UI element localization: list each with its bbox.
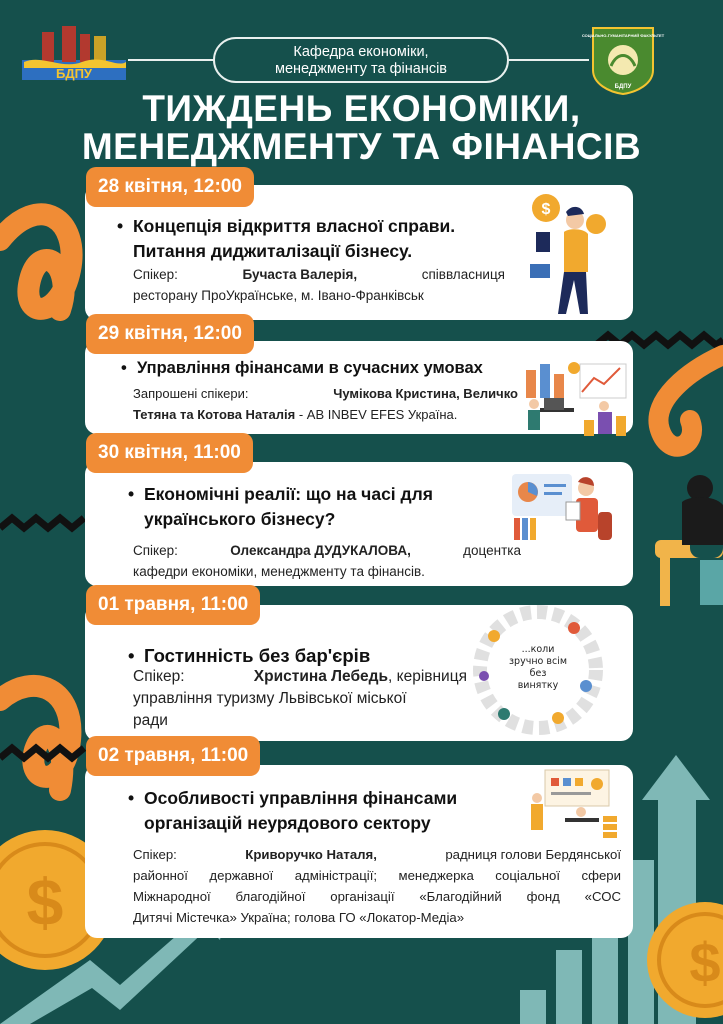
event-speaker-5-line-4: Дитячі Містечка» Україна; голова ГО «Локатор-Медіа» — [133, 910, 465, 925]
speaker-name: Христина Лебедь — [253, 668, 389, 685]
main-title-line-1: ТИЖДЕНЬ ЕКОНОМІКИ, — [142, 88, 581, 129]
speaker-label: Запрошені спікери: — [133, 386, 249, 401]
department-pill — [213, 37, 509, 83]
event-speaker-2 — [133, 383, 518, 425]
svg-text:$: $ — [541, 201, 551, 218]
event-speaker-5 — [133, 844, 621, 928]
businessman-coins-illustration — [528, 190, 618, 318]
event-title-2: • Управління фінансами в сучасних умовах — [137, 356, 537, 381]
event-speaker-1 — [133, 264, 505, 306]
svg-text:$: $ — [689, 931, 721, 994]
event-speaker-5-line-3: Міжнародної благодійної організації «Благодійний фонд «СОС — [133, 889, 621, 904]
event-speaker-4-line-2: управління туризму Львівської міської — [133, 690, 407, 707]
inclusion-circle-illustration — [474, 606, 602, 734]
speaker-name: Криворучко Наталя, — [245, 847, 377, 862]
logo-right-sub: БДПУ — [614, 84, 632, 90]
event-title-3-line-2: українського бізнесу? — [144, 509, 336, 529]
speaker-label: Спікер: — [133, 267, 178, 282]
speaker-company: - AB INBEV EFES Україна. — [295, 407, 458, 422]
event-speaker-4-line-3: ради — [133, 712, 168, 729]
event-date-2: 29 квітня, 12:00 — [86, 314, 254, 354]
event-title-1: • Концепція відкриття власної справи. Питання диджиталізації бізнесу. — [133, 214, 523, 264]
event-speaker-2-line-2 — [133, 404, 518, 425]
event-date-4: 01 травня, 11:00 — [86, 585, 260, 625]
event-title-5-line-1: Особливості управління фінансами — [144, 788, 458, 808]
analyst-charts-illustration — [510, 472, 615, 542]
speaker-role: радниця голови Бердянської — [445, 847, 621, 862]
event-title-3-line-1: Економічні реалії: що на часі для — [144, 484, 433, 504]
speaker-label: Спікер: — [133, 668, 185, 685]
university-logo — [22, 24, 126, 82]
speaker-role: доцентка — [463, 543, 521, 558]
event-speaker-5-line-2: районної державної адміністрації; менеджерка соціальної сфери — [133, 868, 621, 883]
zigzag-left-1 — [0, 518, 84, 528]
event-title-4: • Гостинність без бар'єрів — [144, 643, 444, 668]
event-speaker-2-line-1 — [133, 383, 518, 404]
event-date-3: 30 квітня, 11:00 — [86, 433, 253, 473]
event-speaker-1-line-2: ресторану ПроУкраїнське, м. Івано-Франківськ — [133, 288, 424, 303]
speaker-label: Спікер: — [133, 847, 177, 862]
event-speaker-3-line-2: кафедри економіки, менеджменту та фінансів. — [133, 564, 425, 579]
person-laptop-illustration — [655, 475, 723, 606]
speaker-role: співвласниця — [421, 267, 505, 282]
event-title-4-line-1: Гостинність без бар'єрів — [144, 645, 371, 666]
dept-line-1: Кафедра економіки, — [293, 44, 429, 60]
event-speaker-1-line-1 — [133, 264, 505, 285]
speaker-role: , керівниця — [388, 668, 467, 685]
logo-right-text: СОЦІАЛЬНО-ГУМАНІТАРНИЙ ФАКУЛЬТЕТ — [581, 33, 665, 38]
event-title-5-line-2: організацій неурядового сектору — [144, 813, 431, 833]
speaker-name: Чумікова Кристина, Величко — [333, 386, 518, 401]
event-speaker-3-line-1 — [133, 540, 521, 561]
header-divider-right — [509, 59, 589, 61]
orange-wave-left-bottom — [0, 686, 70, 790]
finance-team-illustration — [520, 360, 632, 444]
main-title-line-2: МЕНЕДЖМЕНТУ ТА ФІНАНСІВ — [81, 126, 642, 167]
event-title-1-line-1: Концепція відкриття власної справи. — [133, 216, 456, 236]
event-title-3: • Економічні реалії: що на часі для українського бізнесу? — [144, 482, 514, 532]
faculty-logo — [581, 26, 665, 94]
speaker-name-2: Тетяна та Котова Наталія — [133, 407, 296, 422]
logo-left-text: БДПУ — [55, 66, 93, 81]
event-speaker-4-line-1 — [133, 666, 467, 688]
dept-line-2: менеджменту та фінансів — [274, 61, 448, 77]
event-date-1: 28 квітня, 12:00 — [86, 167, 254, 207]
team-finance-board-illustration — [525, 768, 625, 844]
orange-wave-right — [658, 355, 723, 447]
speaker-label: Спікер: — [133, 543, 178, 558]
orange-wave-left-top — [0, 214, 72, 310]
header-divider-left — [128, 59, 214, 61]
growth-bar-1 — [520, 990, 546, 1024]
event-title-1-line-2: Питання диджиталізації бізнесу. — [133, 241, 413, 261]
event-speaker-4 — [133, 666, 467, 732]
speaker-name: Бучаста Валерія, — [242, 267, 358, 282]
growth-bar-2 — [556, 950, 582, 1024]
event-date-5: 02 травня, 11:00 — [86, 736, 260, 776]
event-title-5: • Особливості управління фінансами організацій неурядового сектору — [144, 786, 524, 836]
event-title-2-line-1: Управління фінансами в сучасних умовах — [137, 359, 483, 377]
event-speaker-5-line-1 — [133, 844, 621, 865]
speaker-name: Олександра ДУДУКАЛОВА, — [230, 543, 411, 558]
sticker-text: ...коли зручно всім без винятку — [509, 644, 567, 691]
event-speaker-3 — [133, 540, 521, 582]
svg-text:$: $ — [26, 865, 64, 939]
